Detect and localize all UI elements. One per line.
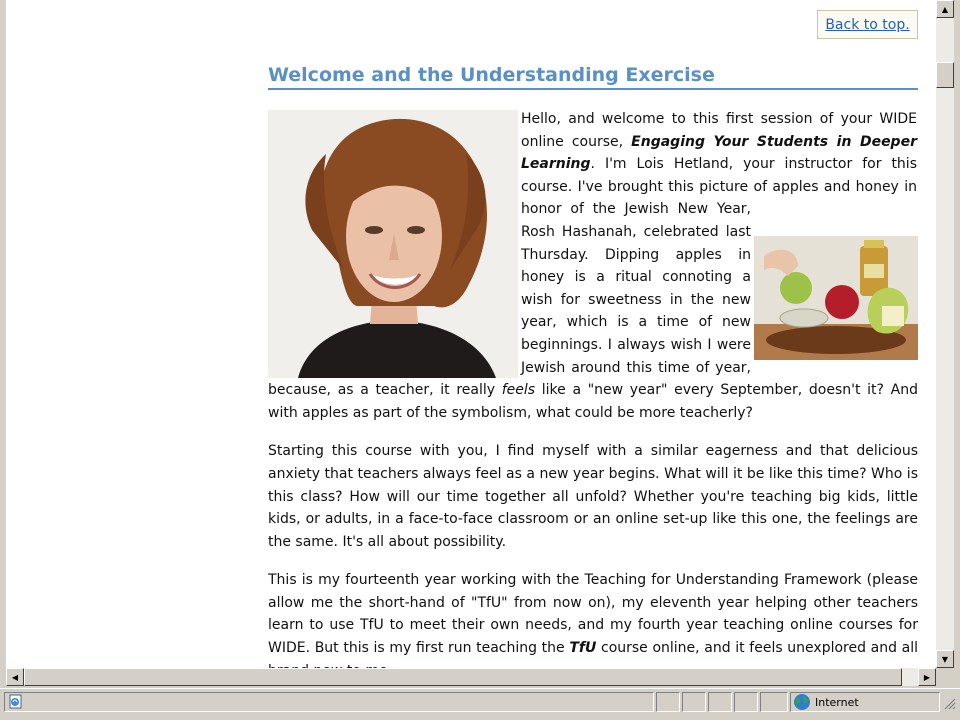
article-body <box>268 108 918 698</box>
status-pane-6 <box>760 692 788 712</box>
feels-emphasis: feels <box>501 382 536 399</box>
paragraph-1 <box>268 108 918 424</box>
vertical-scroll-thumb[interactable] <box>936 62 954 88</box>
resize-grip[interactable] <box>942 695 956 709</box>
scroll-down-button[interactable]: ▼ <box>936 650 954 668</box>
tfu-emphasis: TfU <box>569 640 597 657</box>
scroll-up-button[interactable]: ▲ <box>936 0 954 18</box>
intro-text-2: . I'm Lois Hetland, your instructor for this course. I've brought this picture of apples and honey in honor of the Jewish New Year, Rosh Hashanah, celebrated last Thursday. Dipping apples in honey is a ritual connoting a wish for sweetness in the new year, which is a time of new beginnings. I always wish I were Jewish around this time of year, because, as a teacher, it really <box>268 156 917 399</box>
paragraph-3-text: This is my fourteenth year working with the Teaching for Understanding Framework (please allow me the short-hand of "TfU" from now on), my eleventh year helping other teachers learn to use TfU to meet their own needs, and my fourth year teaching online courses for WIDE. But this is my first run teaching the <box>268 572 918 657</box>
page-heading: Welcome and the Understanding Exercise <box>268 64 918 90</box>
status-pane-5 <box>734 692 758 712</box>
globe-icon <box>793 693 811 711</box>
security-zone-label: Internet <box>815 696 859 709</box>
back-to-top-link[interactable]: Back to top. <box>825 16 910 33</box>
course-title: Engaging Your Students in Deeper Learning <box>521 133 917 173</box>
resize-grip-icon <box>942 696 956 710</box>
paragraph-3-text-2: course online, and it feels unexplored and all <box>601 640 918 657</box>
paragraph-2: Starting this course with you, I find myself with a similar eagerness and that delicious anxiety that teachers always feel as a new year begins. What will it be like this time? Who is this class? How will our time together all unfold? Whether you're teaching big kids, little kids, or adults, in a face-to-face classroom or an online set-up like this one, the feelings are the same. It's all about possibility. <box>268 443 918 550</box>
scrollbar-corner <box>936 668 954 686</box>
vertical-scrollbar[interactable] <box>936 0 954 668</box>
horizontal-scrollbar[interactable] <box>6 668 936 686</box>
status-text-pane <box>4 692 654 712</box>
status-bar <box>0 688 960 714</box>
window-frame-right <box>954 0 960 720</box>
security-zone-pane <box>790 692 940 712</box>
instructor-portrait-image <box>268 110 518 378</box>
apples-honey-image <box>754 236 918 360</box>
intro-text: Hello, and welcome to this first session of your WIDE online course, <box>521 111 917 150</box>
paragraph-3 <box>268 569 918 682</box>
scroll-right-button[interactable]: ▶ <box>918 668 936 686</box>
status-pane-3 <box>682 692 706 712</box>
apples-and-honey-photo <box>754 236 918 360</box>
status-pane-2 <box>656 692 680 712</box>
horizontal-scroll-thumb[interactable] <box>24 668 902 686</box>
page-status-icon <box>8 694 24 710</box>
back-to-top-box <box>817 10 918 39</box>
intro-text-3: like a "new year" every September, doesn't it? And with apples as part of the symbolism, what could be more teacherly? <box>268 382 918 421</box>
scroll-left-button[interactable]: ◀ <box>6 668 24 686</box>
status-pane-4 <box>708 692 732 712</box>
instructor-photo <box>268 110 518 378</box>
